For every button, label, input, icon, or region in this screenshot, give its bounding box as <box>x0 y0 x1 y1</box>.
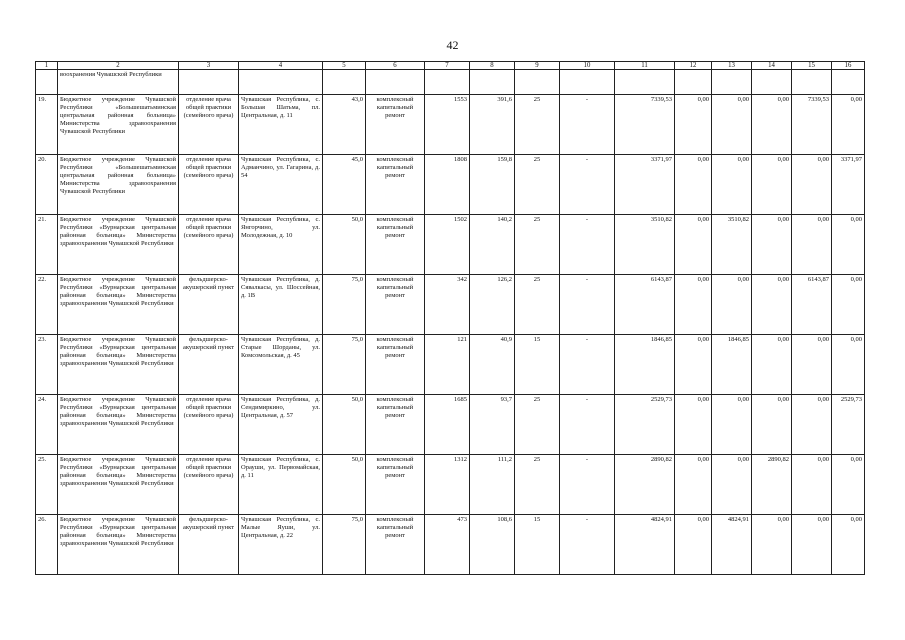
cell-col7: 1553 <box>425 95 470 155</box>
column-number: 9 <box>515 62 560 70</box>
cell-col12: 0,00 <box>675 215 712 275</box>
institution-name: Бюджетное учреждение Чувашской Республики «Вурнарская центральная районная больница» Министерства здравоохранения Чувашской Республики <box>58 515 179 575</box>
cell-col16: 0,00 <box>832 275 865 335</box>
cell-col14: 2890,82 <box>752 455 792 515</box>
column-number: 13 <box>712 62 752 70</box>
empty-cell <box>179 70 239 95</box>
institution-name: Бюджетное учреждение Чувашской Республики «Вурнарская центральная районная больница» Министерства здравоохранения Чувашской Республики <box>58 275 179 335</box>
work-type: комплексный капитальный ремонт <box>366 155 425 215</box>
area-value: 75,0 <box>323 515 366 575</box>
cell-col15: 6143,87 <box>792 275 832 335</box>
column-number: 10 <box>560 62 615 70</box>
facility-address: Чувашская Республика, д. Старые Шорданы, ул. Комсомольская, д. 45 <box>239 335 323 395</box>
empty-cell <box>36 70 58 95</box>
column-number: 7 <box>425 62 470 70</box>
facility-type: фельдшерско-акушерский пункт <box>179 515 239 575</box>
cell-col12: 0,00 <box>675 95 712 155</box>
cell-col11: 1846,85 <box>615 335 675 395</box>
cell-col14: 0,00 <box>752 335 792 395</box>
cell-col7: 473 <box>425 515 470 575</box>
cell-col13: 0,00 <box>712 455 752 515</box>
facility-address: Чувашская Республика, с. Янгорчино, ул. Молодежная, д. 10 <box>239 215 323 275</box>
row-number: 21. <box>36 215 58 275</box>
cell-col15: 0,00 <box>792 335 832 395</box>
area-value: 75,0 <box>323 335 366 395</box>
table-row <box>36 335 865 395</box>
work-type: комплексный капитальный ремонт <box>366 275 425 335</box>
cell-col10: - <box>560 155 615 215</box>
work-type: комплексный капитальный ремонт <box>366 95 425 155</box>
facility-address: Чувашская Республика, с. Большая Шатьма, пл. Центральная, д. 11 <box>239 95 323 155</box>
cell-col15: 7339,53 <box>792 95 832 155</box>
empty-cell <box>470 70 515 95</box>
cell-col8: 93,7 <box>470 395 515 455</box>
table-row <box>36 395 865 455</box>
empty-cell <box>675 70 712 95</box>
cell-col11: 2529,73 <box>615 395 675 455</box>
cell-col9: 25 <box>515 275 560 335</box>
table-row <box>36 155 865 215</box>
cell-col11: 3371,97 <box>615 155 675 215</box>
empty-cell <box>425 70 470 95</box>
cell-col10: - <box>560 455 615 515</box>
facility-type: фельдшерско-акушерский пункт <box>179 275 239 335</box>
cell-col9: 25 <box>515 95 560 155</box>
cell-col11: 3510,82 <box>615 215 675 275</box>
cell-col9: 25 <box>515 455 560 515</box>
cell-col9: 25 <box>515 155 560 215</box>
cell-col15: 0,00 <box>792 155 832 215</box>
column-number: 6 <box>366 62 425 70</box>
table-row <box>36 515 865 575</box>
facility-address: Чувашская Республика, с. Орауши, ул. Первомайская, д. 11 <box>239 455 323 515</box>
continuation-row <box>36 70 865 95</box>
column-number: 1 <box>36 62 58 70</box>
empty-cell <box>712 70 752 95</box>
empty-cell <box>560 70 615 95</box>
table-body <box>36 95 865 575</box>
cell-col7: 1502 <box>425 215 470 275</box>
cell-col8: 126,2 <box>470 275 515 335</box>
cell-col7: 1685 <box>425 395 470 455</box>
cell-col8: 391,6 <box>470 95 515 155</box>
cell-col13: 0,00 <box>712 155 752 215</box>
area-value: 45,0 <box>323 155 366 215</box>
cell-col13: 0,00 <box>712 395 752 455</box>
facility-address: Чувашская Республика, д. Сявалкасы, ул. Шоссейная, д. 1В <box>239 275 323 335</box>
cell-col7: 1808 <box>425 155 470 215</box>
facility-type: фельдшерско-акушерский пункт <box>179 335 239 395</box>
empty-cell <box>832 70 865 95</box>
cell-col10: - <box>560 515 615 575</box>
cell-col9: 15 <box>515 335 560 395</box>
cell-col16: 2529,73 <box>832 395 865 455</box>
row-number: 23. <box>36 335 58 395</box>
cell-col9: 25 <box>515 215 560 275</box>
cell-col13: 0,00 <box>712 95 752 155</box>
cell-col16: 3371,97 <box>832 155 865 215</box>
work-type: комплексный капитальный ремонт <box>366 395 425 455</box>
cell-col16: 0,00 <box>832 455 865 515</box>
cell-col7: 121 <box>425 335 470 395</box>
cell-col10: - <box>560 395 615 455</box>
cell-col11: 6143,87 <box>615 275 675 335</box>
table-row <box>36 215 865 275</box>
cell-col12: 0,00 <box>675 455 712 515</box>
column-number: 16 <box>832 62 865 70</box>
facility-address: Чувашская Республика, с. Малые Яуши, ул. Центральная, д. 22 <box>239 515 323 575</box>
empty-cell <box>239 70 323 95</box>
facility-address: Чувашская Республика, д. Сендимиркино, ул. Центральная, д. 57 <box>239 395 323 455</box>
column-number: 4 <box>239 62 323 70</box>
cell-col8: 40,9 <box>470 335 515 395</box>
empty-cell <box>792 70 832 95</box>
column-number: 3 <box>179 62 239 70</box>
column-number-row <box>36 62 865 70</box>
work-type: комплексный капитальный ремонт <box>366 215 425 275</box>
facility-type: отделение врача общей практики (семейного врача) <box>179 215 239 275</box>
cell-col10: - <box>560 215 615 275</box>
cell-col12: 0,00 <box>675 275 712 335</box>
cell-col16: 0,00 <box>832 215 865 275</box>
cell-col14: 0,00 <box>752 95 792 155</box>
cell-col13: 1846,85 <box>712 335 752 395</box>
column-number: 8 <box>470 62 515 70</box>
facility-type: отделение врача общей практики (семейного врача) <box>179 155 239 215</box>
institution-name: Бюджетное учреждение Чувашской Республики «Вурнарская центральная районная больница» Министерства здравоохранения Чувашской Республики <box>58 335 179 395</box>
cell-col13: 0,00 <box>712 275 752 335</box>
facilities-table <box>35 61 865 575</box>
cell-col14: 0,00 <box>752 155 792 215</box>
area-value: 50,0 <box>323 395 366 455</box>
area-value: 50,0 <box>323 455 366 515</box>
cell-col12: 0,00 <box>675 395 712 455</box>
column-number: 2 <box>58 62 179 70</box>
institution-name: Бюджетное учреждение Чувашской Республики «Большешатьминская центральная районная больница» Министерства здравоохранения Чувашской Республики <box>58 155 179 215</box>
column-number: 5 <box>323 62 366 70</box>
cell-col10: - <box>560 335 615 395</box>
cell-col15: 0,00 <box>792 215 832 275</box>
cell-col15: 0,00 <box>792 455 832 515</box>
work-type: комплексный капитальный ремонт <box>366 455 425 515</box>
cell-col8: 159,8 <box>470 155 515 215</box>
institution-name: Бюджетное учреждение Чувашской Республики «Вурнарская центральная районная больница» Министерства здравоохранения Чувашской Республики <box>58 395 179 455</box>
cell-col13: 3510,82 <box>712 215 752 275</box>
cell-col14: 0,00 <box>752 215 792 275</box>
column-number: 11 <box>615 62 675 70</box>
cell-col15: 0,00 <box>792 395 832 455</box>
row-number: 19. <box>36 95 58 155</box>
empty-cell <box>752 70 792 95</box>
institution-name: Бюджетное учреждение Чувашской Республики «Вурнарская центральная районная больница» Министерства здравоохранения Чувашской Республики <box>58 455 179 515</box>
row-number: 26. <box>36 515 58 575</box>
cell-col16: 0,00 <box>832 95 865 155</box>
facility-type: отделение врача общей практики (семейного врача) <box>179 395 239 455</box>
cell-col11: 7339,53 <box>615 95 675 155</box>
page-number: 42 <box>446 38 459 52</box>
cell-col12: 0,00 <box>675 155 712 215</box>
cell-col8: 111,2 <box>470 455 515 515</box>
cell-col11: 4824,91 <box>615 515 675 575</box>
table-row <box>36 275 865 335</box>
cell-col16: 0,00 <box>832 335 865 395</box>
cell-col8: 108,6 <box>470 515 515 575</box>
row-number: 25. <box>36 455 58 515</box>
cell-col14: 0,00 <box>752 275 792 335</box>
cell-col12: 0,00 <box>675 515 712 575</box>
cell-col15: 0,00 <box>792 515 832 575</box>
cell-col7: 1312 <box>425 455 470 515</box>
cell-col10: - <box>560 95 615 155</box>
column-number: 14 <box>752 62 792 70</box>
cell-col8: 140,2 <box>470 215 515 275</box>
row-number: 20. <box>36 155 58 215</box>
institution-name: Бюджетное учреждение Чувашской Республики «Большешатьминская центральная районная больница» Министерства здравоохранения Чувашской Республики <box>58 95 179 155</box>
area-value: 75,0 <box>323 275 366 335</box>
table-row <box>36 455 865 515</box>
cell-col11: 2890,82 <box>615 455 675 515</box>
cell-col10: - <box>560 275 615 335</box>
cell-col9: 25 <box>515 395 560 455</box>
empty-cell <box>615 70 675 95</box>
cell-col13: 4824,91 <box>712 515 752 575</box>
empty-cell <box>366 70 425 95</box>
row-number: 22. <box>36 275 58 335</box>
facility-type: отделение врача общей практики (семейного врача) <box>179 95 239 155</box>
institution-name: воохранения Чувашской Республики <box>58 70 179 95</box>
cell-col9: 15 <box>515 515 560 575</box>
facility-address: Чувашская Республика, с. Адманчино, ул. Гагарина, д. 54 <box>239 155 323 215</box>
cell-col12: 0,00 <box>675 335 712 395</box>
cell-col7: 342 <box>425 275 470 335</box>
column-number: 12 <box>675 62 712 70</box>
empty-cell <box>323 70 366 95</box>
area-value: 43,0 <box>323 95 366 155</box>
cell-col14: 0,00 <box>752 515 792 575</box>
cell-col16: 0,00 <box>832 515 865 575</box>
empty-cell <box>515 70 560 95</box>
facility-type: отделение врача общей практики (семейного врача) <box>179 455 239 515</box>
table-row <box>36 95 865 155</box>
institution-name: Бюджетное учреждение Чувашской Республики «Вурнарская центральная районная больница» Министерства здравоохранения Чувашской Республики <box>58 215 179 275</box>
column-number: 15 <box>792 62 832 70</box>
cell-col14: 0,00 <box>752 395 792 455</box>
work-type: комплексный капитальный ремонт <box>366 335 425 395</box>
area-value: 50,0 <box>323 215 366 275</box>
work-type: комплексный капитальный ремонт <box>366 515 425 575</box>
row-number: 24. <box>36 395 58 455</box>
